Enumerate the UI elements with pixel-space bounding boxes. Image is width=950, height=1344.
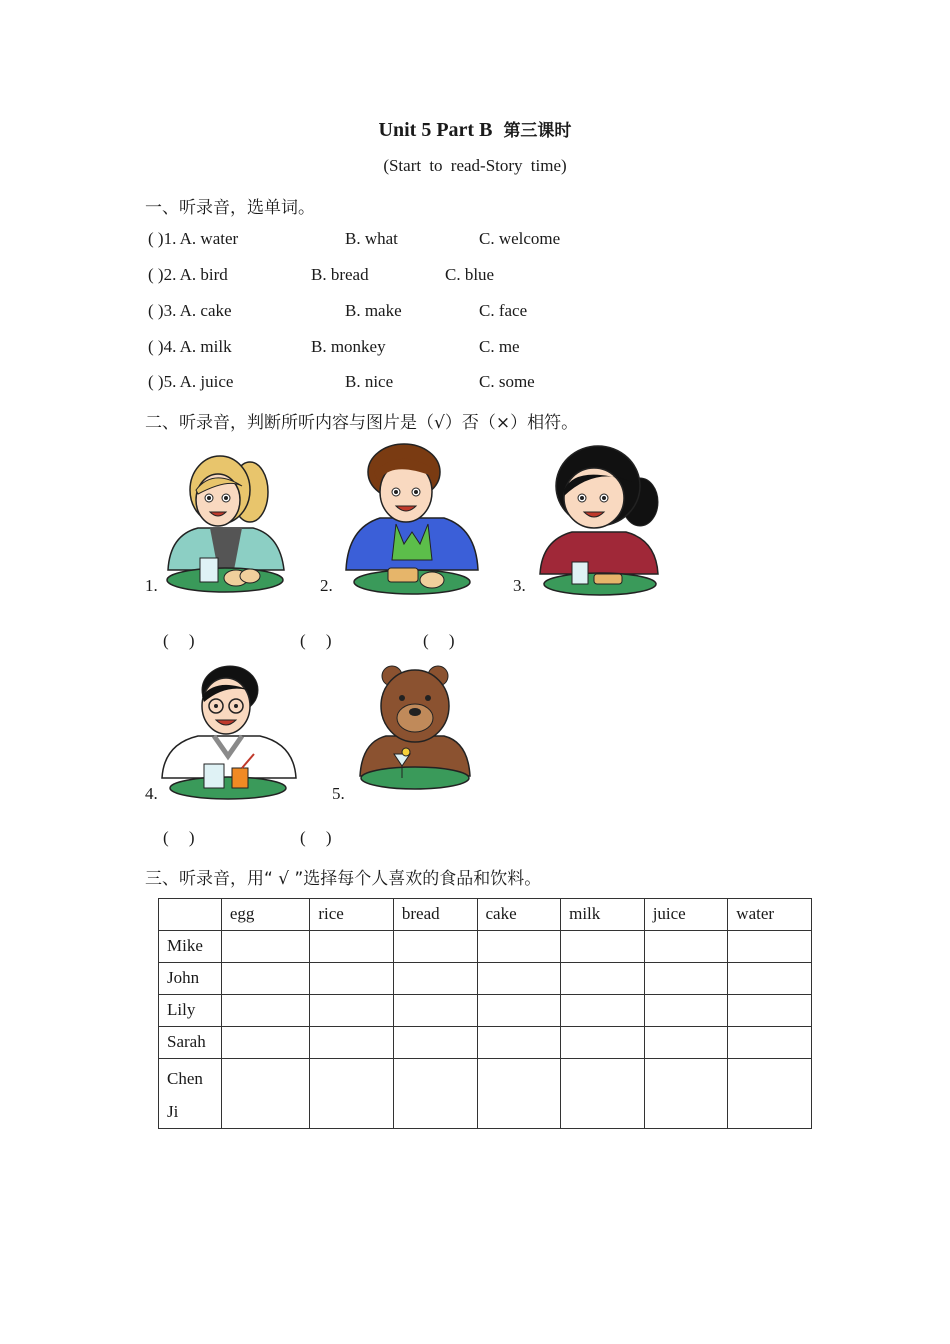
picture-4-label: 4. (145, 784, 158, 803)
answer-cell[interactable] (561, 995, 645, 1027)
row-name-chen: Chen (167, 1069, 203, 1088)
q1-option-c: C. welcome (479, 229, 561, 248)
food-preference-table (158, 898, 812, 1129)
answer-cell[interactable] (644, 1027, 728, 1059)
answer-cell[interactable] (221, 1059, 309, 1129)
answer-cell[interactable] (393, 995, 477, 1027)
boy-glasses-with-tray-image (158, 660, 300, 802)
picture-4-answer-box[interactable]: ( ) (163, 828, 203, 847)
q3-option-c: C. face (479, 301, 528, 320)
q1-option-a: ( )1. A. water (148, 229, 239, 248)
picture-3-answer-box[interactable]: ( ) (423, 631, 463, 650)
picture-1-label: 1. (145, 576, 158, 595)
answer-cell[interactable] (393, 963, 477, 995)
answer-cell[interactable] (728, 995, 812, 1027)
row-name-lily: Lily (159, 995, 222, 1027)
picture-5-label: 5. (332, 784, 345, 803)
answer-cell[interactable] (561, 963, 645, 995)
answer-cell[interactable] (393, 1059, 477, 1129)
answer-cell[interactable] (728, 1027, 812, 1059)
girl-blonde-with-tray-image (158, 450, 292, 596)
header-cell-bread: bread (393, 899, 477, 931)
answer-cell[interactable] (644, 963, 728, 995)
answer-cell[interactable] (561, 1027, 645, 1059)
table-header-row (159, 899, 812, 931)
girl-black-hair-with-tray-image (536, 440, 664, 596)
answer-cell[interactable] (221, 931, 309, 963)
q4-option-a: ( )4. A. milk (148, 337, 232, 356)
table-row (159, 1059, 812, 1129)
q5-option-c: C. some (479, 372, 535, 391)
boy-blue-hoodie-with-tray-image (340, 440, 484, 596)
q1-option-b: B. what (345, 229, 398, 248)
answer-cell[interactable] (561, 1059, 645, 1129)
header-cell-rice: rice (310, 899, 394, 931)
picture-2-label: 2. (320, 576, 333, 595)
row-name-sarah: Sarah (159, 1027, 222, 1059)
answer-cell[interactable] (393, 931, 477, 963)
section3-heading: 三、听录音，用“ √ ”选择每个人喜欢的食品和饮料。 (145, 869, 542, 889)
answer-cell[interactable] (728, 1059, 812, 1129)
picture-3-label: 3. (513, 576, 526, 595)
answer-cell[interactable] (644, 1059, 728, 1129)
answer-cell[interactable] (477, 1027, 561, 1059)
answer-cell[interactable] (561, 931, 645, 963)
q3-option-a: ( )3. A. cake (148, 301, 232, 320)
section2-heading: 二、听录音，判断所听内容与图片是（√）否（×）相符。 (145, 413, 579, 433)
header-cell-milk: milk (561, 899, 645, 931)
header-cell-juice: juice (644, 899, 728, 931)
q2-option-b: B. bread (311, 265, 369, 284)
section1-heading: 一、听录音，选单词。 (145, 198, 315, 218)
answer-cell[interactable] (310, 963, 394, 995)
table-row (159, 963, 812, 995)
bear-with-tray-image (356, 660, 474, 796)
table-row (159, 1027, 812, 1059)
header-cell-egg: egg (221, 899, 309, 931)
picture-2-answer-box[interactable]: ( ) (300, 631, 340, 650)
page-subtitle: (Start to read-Story time) (383, 156, 567, 175)
q5-option-b: B. nice (345, 372, 394, 391)
answer-cell[interactable] (644, 995, 728, 1027)
answer-cell[interactable] (310, 931, 394, 963)
header-cell-cake: cake (477, 899, 561, 931)
answer-cell[interactable] (477, 995, 561, 1027)
answer-cell[interactable] (221, 995, 309, 1027)
header-cell-water: water (728, 899, 812, 931)
row-name-ji: Ji (167, 1102, 179, 1121)
answer-cell[interactable] (221, 1027, 309, 1059)
row-name-john: John (159, 963, 222, 995)
answer-cell[interactable] (477, 1059, 561, 1129)
page-title (0, 116, 950, 142)
answer-cell[interactable] (393, 1027, 477, 1059)
header-cell-blank (159, 899, 222, 931)
picture-1-answer-box[interactable]: ( ) (163, 631, 203, 650)
picture-5-answer-box[interactable]: ( ) (300, 828, 340, 847)
q5-option-a: ( )5. A. juice (148, 372, 234, 391)
q4-option-b: B. monkey (311, 337, 386, 356)
answer-cell[interactable] (644, 931, 728, 963)
answer-cell[interactable] (310, 1027, 394, 1059)
row-name-mike: Mike (159, 931, 222, 963)
table-row (159, 931, 812, 963)
answer-cell[interactable] (477, 963, 561, 995)
q2-option-c: C. blue (445, 265, 495, 284)
q2-option-a: ( )2. A. bird (148, 265, 228, 284)
q4-option-c: C. me (479, 337, 520, 356)
table-row (159, 995, 812, 1027)
answer-cell[interactable] (310, 1059, 394, 1129)
title-english: Unit 5 Part B (378, 119, 493, 141)
title-chinese: 第三课时 (503, 121, 572, 141)
answer-cell[interactable] (728, 963, 812, 995)
answer-cell[interactable] (221, 963, 309, 995)
answer-cell[interactable] (310, 995, 394, 1027)
answer-cell[interactable] (728, 931, 812, 963)
q3-option-b: B. make (345, 301, 402, 320)
answer-cell[interactable] (477, 931, 561, 963)
row-name-chen-ji (159, 1059, 222, 1129)
